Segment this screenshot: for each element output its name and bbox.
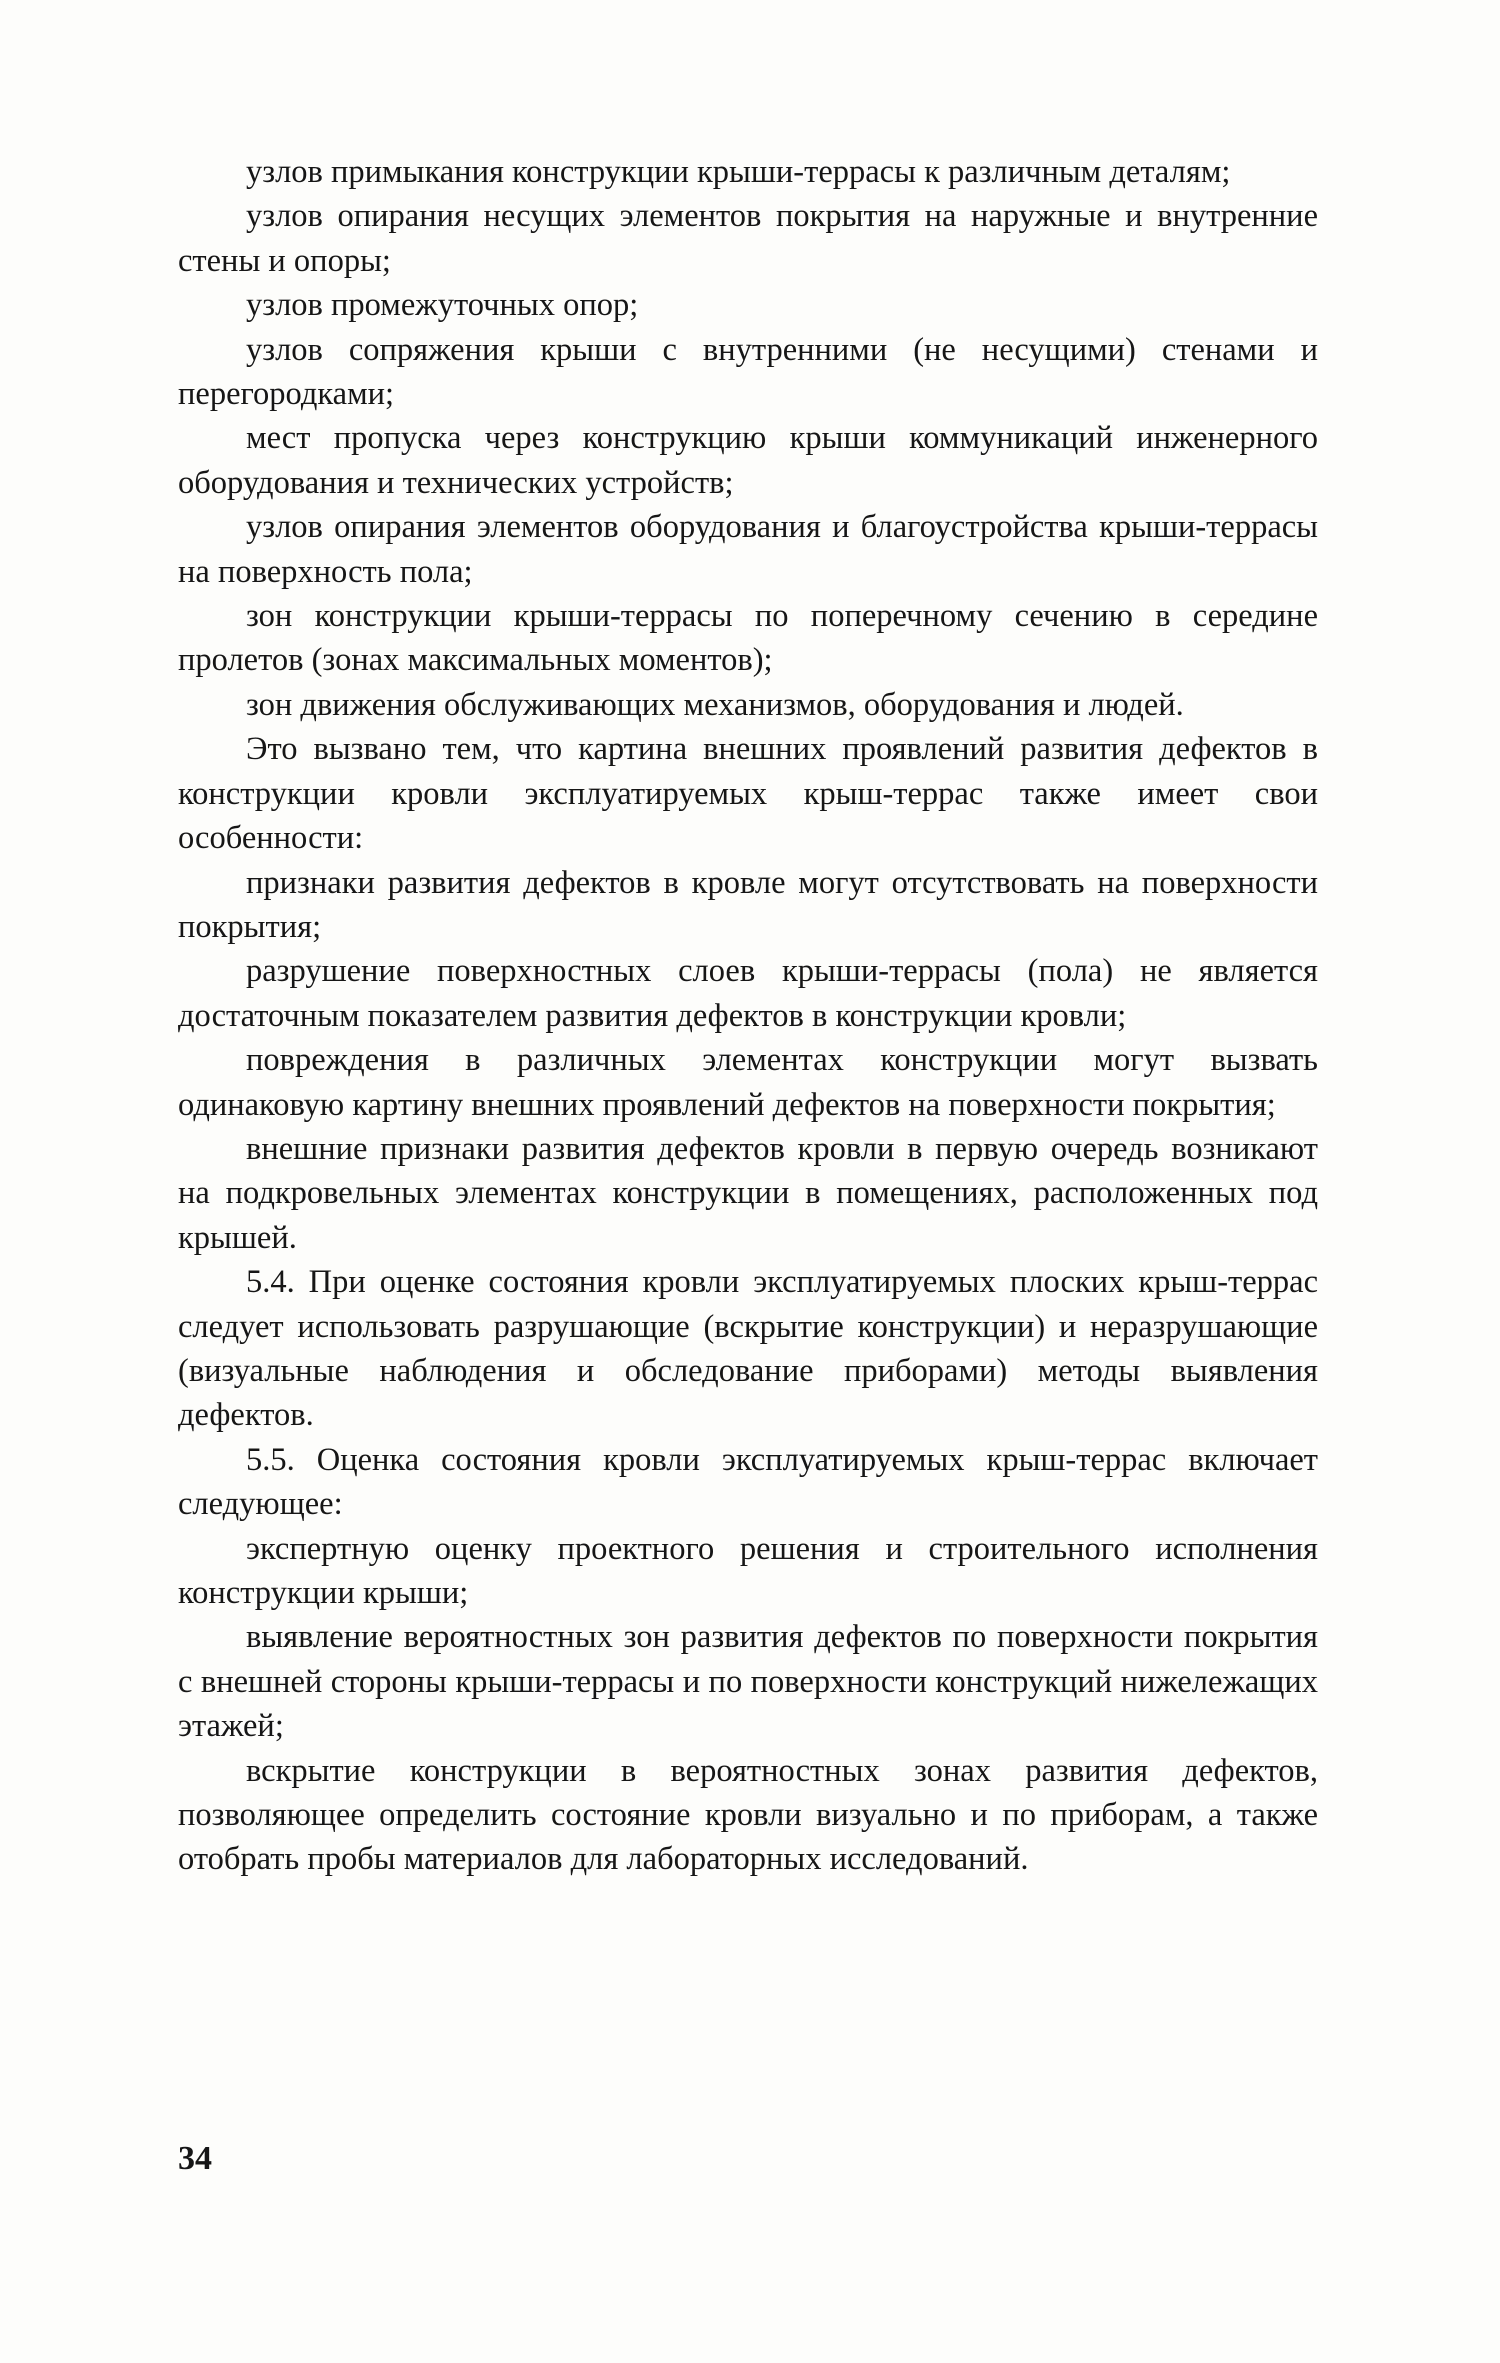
- paragraph: зон движения обслуживающих механизмов, оборудования и людей.: [246, 686, 1184, 723]
- paragraph: Это вызвано тем, что картина внешних проявлений развития дефектов в конструкции кровли эксплуатируемых крыш-террас также имеет свои особенности:: [178, 731, 1318, 857]
- paragraph: вскрытие конструкции в вероятностных зонах развития дефектов, позволяющее определить состояние кровли визуально и по приборам, а также отобрать пробы материалов для лабораторных исследований.: [178, 1752, 1318, 1878]
- paragraph: экспертную оценку проектного решения и строительного исполнения конструкции крыши;: [178, 1530, 1318, 1611]
- paragraph: узлов примыкания конструкции крыши-террасы к различным деталям;: [246, 154, 1231, 190]
- paragraph: 5.5. Оценка состояния кровли эксплуатируемых крыш-террас включает следующее:: [178, 1441, 1318, 1523]
- paragraph: зон конструкции крыши-террасы по поперечному сечению в середине пролетов (зонах максимальных моментов);: [178, 598, 1318, 679]
- paragraph: мест пропуска через конструкцию крыши коммуникаций инженерного оборудования и технических устройств;: [178, 420, 1318, 501]
- paragraph: узлов опирания несущих элементов покрытия на наружные и внутренние стены и опоры;: [178, 198, 1318, 279]
- paragraph: 5.4. При оценке состояния кровли эксплуатируемых плоских крыш-террас следует использовать разрушающие (вскрытие конструкции) и неразрушающие (визуальные наблюдения и обследование приборами) методы выявления дефектов.: [178, 1264, 1318, 1434]
- paragraph: узлов промежуточных опор;: [246, 287, 639, 324]
- paragraph: выявление вероятностных зон развития дефектов по поверхности покрытия с внешней стороны крыши-террасы и по поверхности конструкций нижележащих этажей;: [178, 1619, 1318, 1745]
- paragraph: разрушение поверхностных слоев крыши-террасы (пола) не является достаточным показателем развития дефектов в конструкции кровли;: [178, 953, 1318, 1034]
- paragraph: внешние признаки развития дефектов кровли в первую очередь возникают на подкровельных элементах конструкции в помещениях, расположенных под крышей.: [178, 1130, 1318, 1256]
- paragraph: повреждения в различных элементах конструкции могут вызвать одинаковую картину внешних проявлений дефектов на поверхности покрытия;: [178, 1042, 1318, 1123]
- paragraph: узлов опирания элементов оборудования и благоустройства крыши-террасы на поверхность пола;: [178, 509, 1318, 590]
- paragraph: признаки развития дефектов в кровле могут отсутствовать на поверхности покрытия;: [178, 864, 1318, 945]
- paragraph: узлов сопряжения крыши с внутренними (не несущими) стенами и перегородками;: [178, 331, 1318, 413]
- body-text: [178, 150, 1318, 1882]
- page-number: 34: [178, 2140, 212, 2177]
